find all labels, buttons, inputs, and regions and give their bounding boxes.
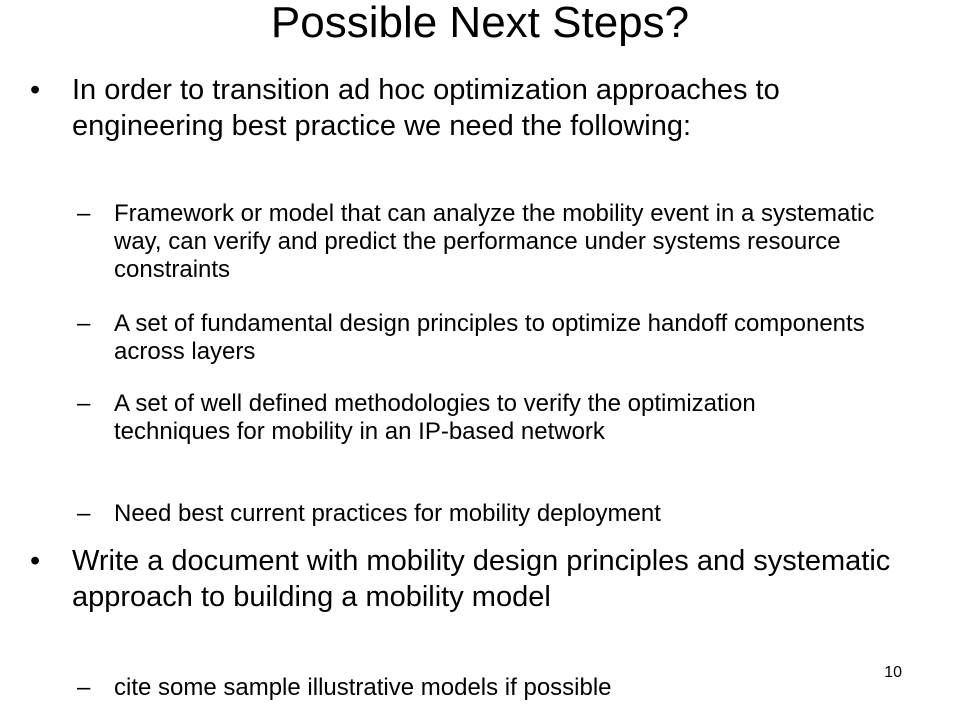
bullet-marker: • [30,545,41,577]
page-number: 10 [884,664,902,681]
dash-marker: – [77,674,91,701]
dash-marker: – [77,310,91,337]
sub-bullet-text: A set of well defined methodologies to verify the optimization techniques for mobility in an IP-based network [114,390,756,445]
dash-marker: – [77,500,91,527]
sub-bullet-text: Framework or model that can analyze the mobility event in a systematic way, can verify and predict the performance under systems resource constraints [114,200,875,283]
bullet-text: In order to transition ad hoc optimization approaches to engineering best practice we need the following: [72,74,780,142]
bullet-marker: • [30,74,41,106]
slide-title: Possible Next Steps? [270,0,690,47]
bullet-item [30,72,910,144]
dash-marker: – [77,390,91,417]
sub-bullet-item [77,390,877,446]
sub-bullet-item [77,674,877,702]
sub-bullet-text: A set of fundamental design principles to optimize handoff components across layers [114,310,865,365]
sub-bullet-item [77,200,877,284]
bullet-text: Write a document with mobility design principles and systematic approach to building a mobility model [72,545,891,613]
dash-marker: – [77,200,91,227]
sub-bullet-item [77,500,877,528]
sub-bullet-text: cite some sample illustrative models if possible [114,674,612,701]
bullet-item [30,543,910,615]
sub-bullet-text: Need best current practices for mobility deployment [114,500,661,527]
sub-bullet-item [77,310,877,366]
